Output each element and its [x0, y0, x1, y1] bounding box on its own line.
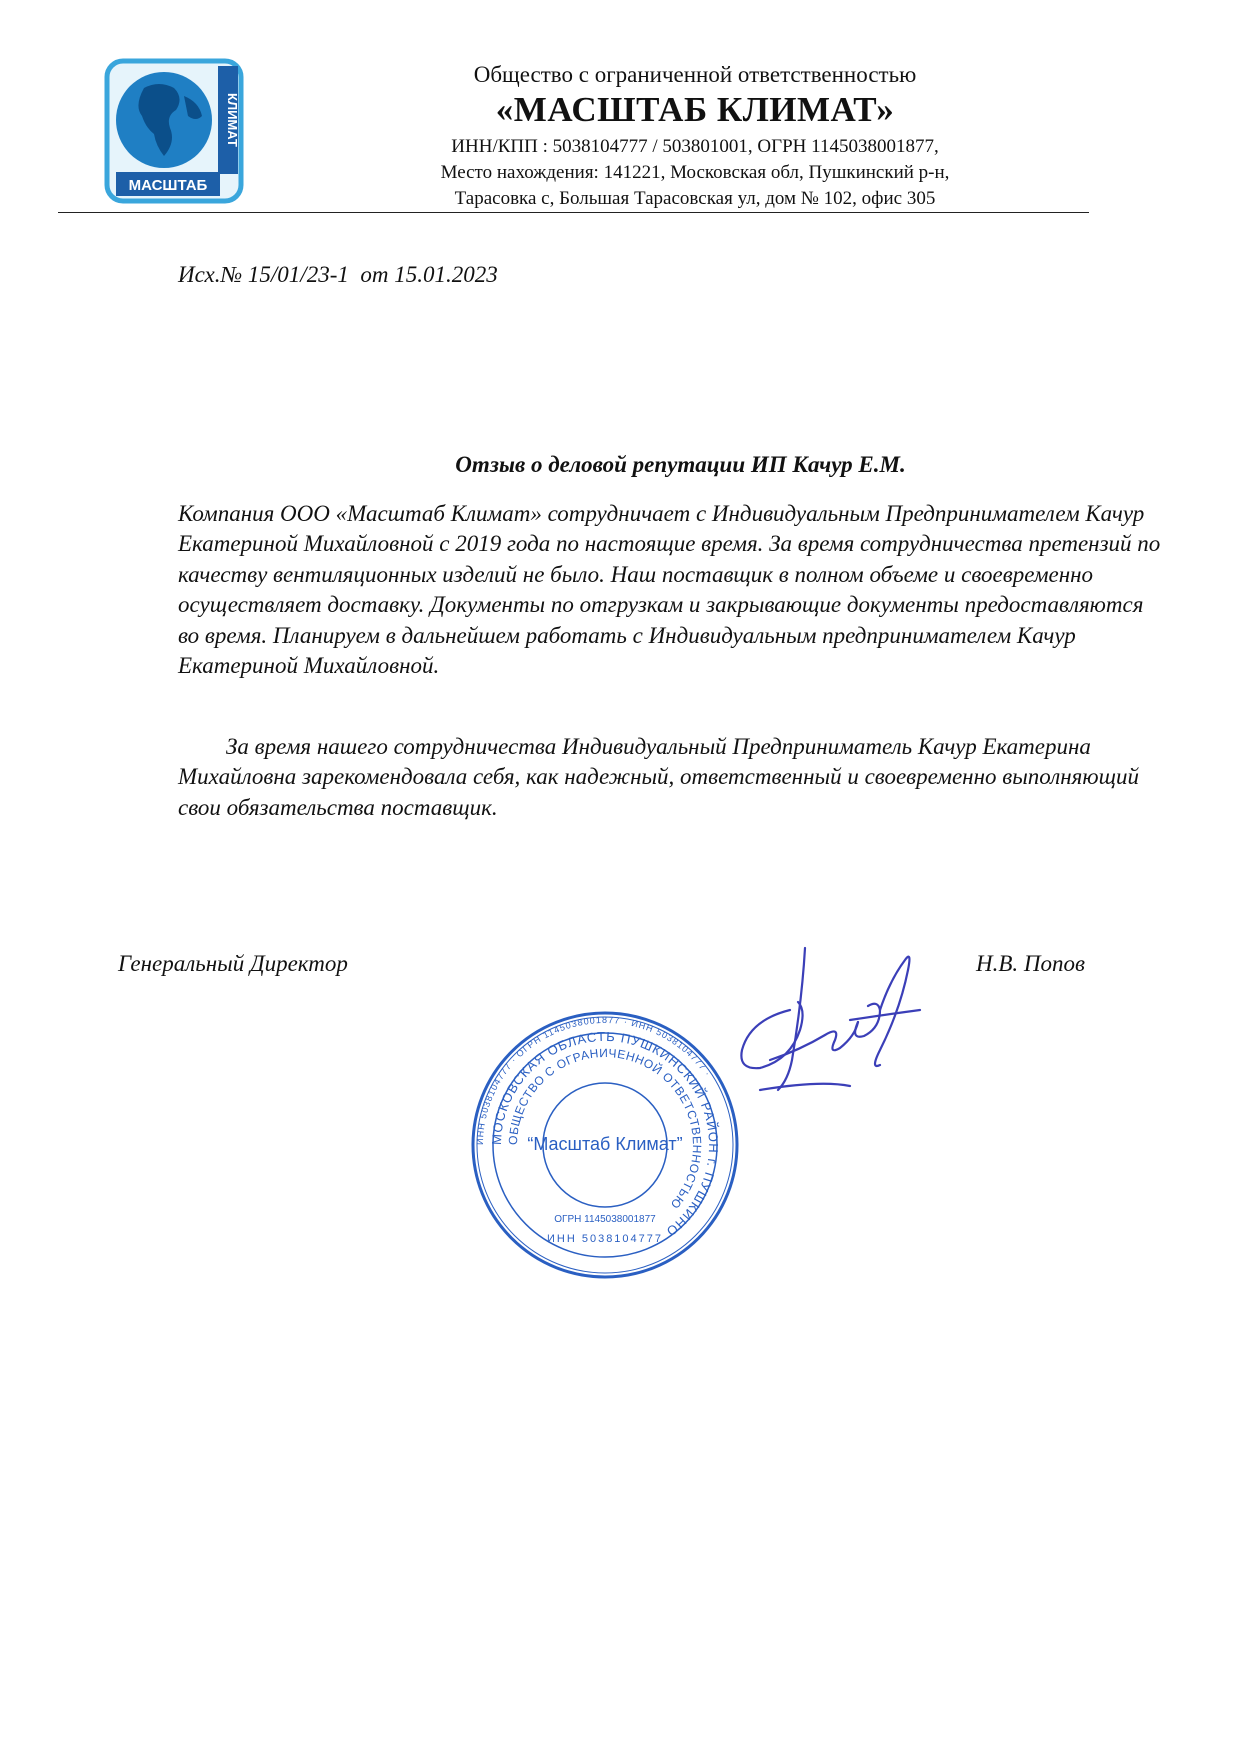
org-address-line2: Тарасовка с, Большая Тарасовская ул, дом № 102, офис 305: [454, 188, 936, 209]
stamp-inner-ring-text: ОБЩЕСТВО С ОГРАНИЧЕННОЙ ОТВЕТСТВЕННОСТЬЮ: [505, 1045, 705, 1212]
company-logo: [104, 58, 246, 208]
stamp-center-text: “Масштаб Климат”: [527, 1134, 683, 1154]
org-ids: ИНН/КПП : 5038104777 / 503801001, ОГРН 1145038001877,: [451, 136, 939, 157]
org-name: «МАСШТАБ КЛИМАТ»: [495, 90, 895, 129]
signatory-name: Н.В. Попов: [976, 951, 1086, 976]
handwritten-signature: [730, 940, 930, 1120]
body-paragraph-2: За время нашего сотрудничества Индивидуальный Предприниматель Качур Екатерина Михайловна зарекомендовала себя, как надежный, ответственный и своевременно выполняющий свои обязательства поставщик.: [178, 734, 1139, 820]
org-address-line1: Место нахождения: 141221, Московская обл, Пушкинский р-н,: [440, 162, 950, 183]
stamp-inn-text: ИНН 5038104777: [546, 1233, 664, 1245]
body-paragraph-1: Компания ООО «Масштаб Климат» сотрудничает с Индивидуальным Предпринимателем Качур Екатериной Михайловной с 2019 года по настоящие время. За время сотрудничества претензий по качеству вентиляционных изделий не было. Наш поставщик в полном объеме и своевременно осуществляет доставку. Документы по отгрузкам и закрывающие документы предоставляются во время. Планируем в дальнейшем работать с Индивидуальным предпринимателем Качур Екатериной Михайловной.: [178, 501, 1161, 679]
stamp-outer-ring-text: ИНН 5038104777 · ОГРН 1145038001877 · ИНН 5038104777 ·: [474, 1014, 714, 1146]
org-type: Общество с ограниченной ответственностью: [473, 62, 917, 87]
logo-side-text: КЛИМАТ: [225, 93, 240, 147]
letter-title: Отзыв о деловой репутации ИП Качур Е.М.: [455, 452, 906, 477]
stamp-ogrn-text: ОГРН 1145038001877: [554, 1214, 656, 1225]
company-stamp: [470, 1010, 740, 1280]
signatory-role: Генеральный Директор: [118, 951, 348, 976]
outgoing-number: Исх.№ 15/01/23-1 от 15.01.2023: [178, 262, 498, 287]
header-divider: [58, 212, 1089, 213]
stamp-middle-ring-text: МОСКОВСКАЯ ОБЛАСТЬ ПУШКИНСКИЙ РАЙОН г. ПУШКИНО: [488, 1028, 722, 1240]
logo-bottom-text: МАСШТАБ: [128, 177, 208, 194]
